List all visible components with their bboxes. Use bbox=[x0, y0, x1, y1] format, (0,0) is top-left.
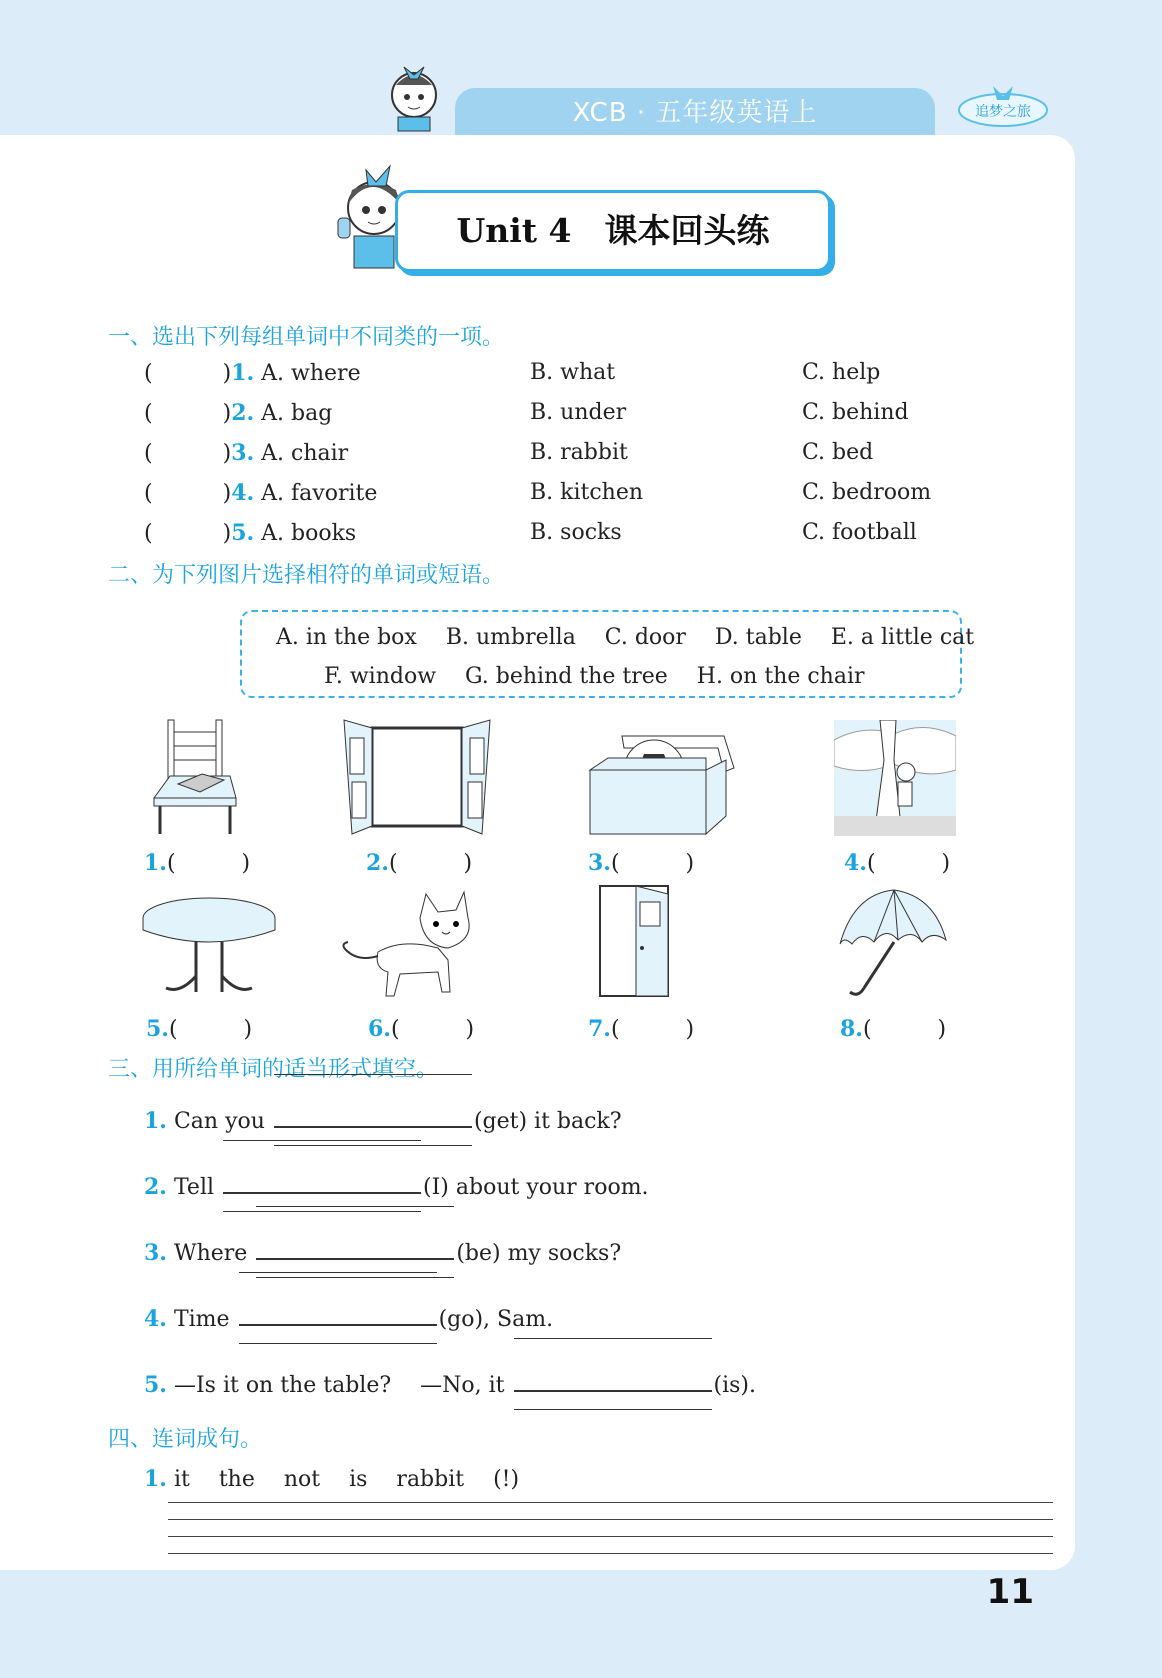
fill-blank-row bbox=[144, 1368, 756, 1399]
answer-paren[interactable]: ( ) bbox=[144, 441, 232, 466]
item-number: 4. bbox=[231, 480, 255, 506]
writing-line[interactable] bbox=[168, 1502, 1053, 1503]
item-number: 5. bbox=[231, 520, 255, 546]
choice-row bbox=[144, 400, 1024, 426]
option-c: C. bed bbox=[802, 440, 874, 465]
answer-blank[interactable] bbox=[256, 1236, 454, 1260]
choice-row bbox=[144, 360, 1024, 386]
page-title: Unit 4 课本回头练 bbox=[395, 190, 831, 272]
page-number: 11 bbox=[986, 1572, 1034, 1612]
prompt-before: —Is it on the table? —No, it bbox=[173, 1373, 505, 1398]
option-b: B. rabbit bbox=[530, 440, 628, 465]
option-c: C. bedroom bbox=[802, 480, 932, 505]
option-b: B. what bbox=[530, 360, 616, 385]
picture-8-answer[interactable]: 8.( ) bbox=[840, 1016, 947, 1042]
girl-behind-tree-icon bbox=[834, 720, 956, 836]
answer-paren[interactable]: ( ) bbox=[144, 361, 232, 386]
round-table-icon bbox=[140, 896, 278, 1002]
logo-icon bbox=[955, 78, 1051, 134]
prompt-after: (get) it back? bbox=[473, 1109, 622, 1134]
section1-heading: 一、选出下列每组单词中不同类的一项。 bbox=[108, 325, 505, 350]
writing-line[interactable] bbox=[168, 1519, 1053, 1520]
item-number: 2. bbox=[144, 1174, 167, 1200]
mascot-icon bbox=[378, 55, 450, 135]
picture-6-answer[interactable]: 6.( ) bbox=[368, 1016, 475, 1042]
option-b: B. under bbox=[530, 400, 627, 425]
option-c: C. behind bbox=[802, 400, 909, 425]
fill-blank-row bbox=[144, 1104, 622, 1134]
book-on-chair-icon bbox=[150, 718, 240, 836]
answer-blank[interactable] bbox=[223, 1170, 421, 1194]
umbrella-icon bbox=[834, 884, 950, 1000]
item-number: 4. bbox=[144, 1306, 167, 1332]
option-a: A. favorite bbox=[261, 481, 378, 506]
section3-heading: 三、用所给单词的适当形式填空。 bbox=[108, 1057, 439, 1082]
option-c: C. football bbox=[802, 520, 917, 545]
little-cat-icon bbox=[338, 888, 500, 1004]
writing-line[interactable] bbox=[168, 1536, 1053, 1537]
word-bank bbox=[240, 610, 975, 698]
option-b: B. kitchen bbox=[530, 480, 644, 505]
prompt-before: Can you bbox=[173, 1109, 265, 1134]
picture-5-answer[interactable]: 5.( ) bbox=[146, 1016, 253, 1042]
header-tab: XCB · 五年级英语上 bbox=[455, 88, 935, 138]
item-number: 3. bbox=[231, 440, 255, 466]
prompt-before: Tell bbox=[173, 1175, 215, 1200]
prompt-before: Where bbox=[173, 1241, 248, 1266]
choice-row bbox=[144, 520, 1024, 546]
answer-blank[interactable] bbox=[274, 1104, 472, 1128]
choice-row bbox=[144, 440, 1024, 466]
item-number: 5. bbox=[144, 1372, 167, 1398]
open-door-icon bbox=[596, 884, 672, 1000]
option-c: C. help bbox=[802, 360, 881, 385]
answer-paren[interactable]: ( ) bbox=[144, 521, 232, 546]
item-number: 1. bbox=[231, 360, 255, 386]
prompt-after: (be) my socks? bbox=[456, 1241, 622, 1266]
open-window-icon bbox=[338, 718, 496, 836]
word-bank-line-2: F. window G. behind the tree H. on the chair bbox=[324, 664, 865, 689]
prompt-after: (go), Sam. bbox=[438, 1307, 554, 1332]
section4-heading: 四、连词成句。 bbox=[108, 1427, 263, 1452]
word-bank-line-1: A. in the box B. umbrella C. door D. table E. a little cat bbox=[276, 625, 975, 650]
option-a: A. books bbox=[261, 521, 357, 546]
answer-blank[interactable] bbox=[239, 1302, 437, 1326]
writing-line[interactable] bbox=[168, 1553, 1053, 1554]
choice-row bbox=[144, 480, 1024, 506]
item-number: 1. bbox=[144, 1108, 167, 1134]
picture-4-answer[interactable]: 4.( ) bbox=[844, 850, 951, 876]
prompt-after: (I) about your room. bbox=[423, 1175, 649, 1200]
option-a: A. where bbox=[261, 361, 361, 386]
item-number: 2. bbox=[231, 400, 255, 426]
answer-paren[interactable]: ( ) bbox=[144, 481, 232, 506]
picture-1-answer[interactable]: 1.( ) bbox=[144, 850, 251, 876]
prompt-after: (is). bbox=[713, 1373, 756, 1398]
prompt-before: Time bbox=[173, 1307, 230, 1332]
reorder-item-1: 1. it the not is rabbit (!) bbox=[144, 1466, 520, 1492]
answer-paren[interactable]: ( ) bbox=[144, 401, 232, 426]
fill-blank-row bbox=[144, 1302, 553, 1332]
picture-3-answer[interactable]: 3.( ) bbox=[588, 850, 695, 876]
svg-text:追梦之旅: 追梦之旅 bbox=[975, 104, 1031, 120]
item-number: 3. bbox=[144, 1240, 167, 1266]
section2-heading: 二、为下列图片选择相符的单词或短语。 bbox=[108, 563, 505, 588]
option-b: B. socks bbox=[530, 520, 622, 545]
option-a: A. chair bbox=[261, 441, 349, 466]
picture-2-answer[interactable]: 2.( ) bbox=[366, 850, 473, 876]
option-a: A. bag bbox=[261, 401, 333, 426]
picture-7-answer[interactable]: 7.( ) bbox=[588, 1016, 695, 1042]
fill-blank-row bbox=[144, 1170, 649, 1200]
fill-blank-row bbox=[144, 1236, 621, 1266]
answer-blank[interactable] bbox=[514, 1368, 712, 1392]
ball-in-box-icon bbox=[588, 730, 738, 836]
